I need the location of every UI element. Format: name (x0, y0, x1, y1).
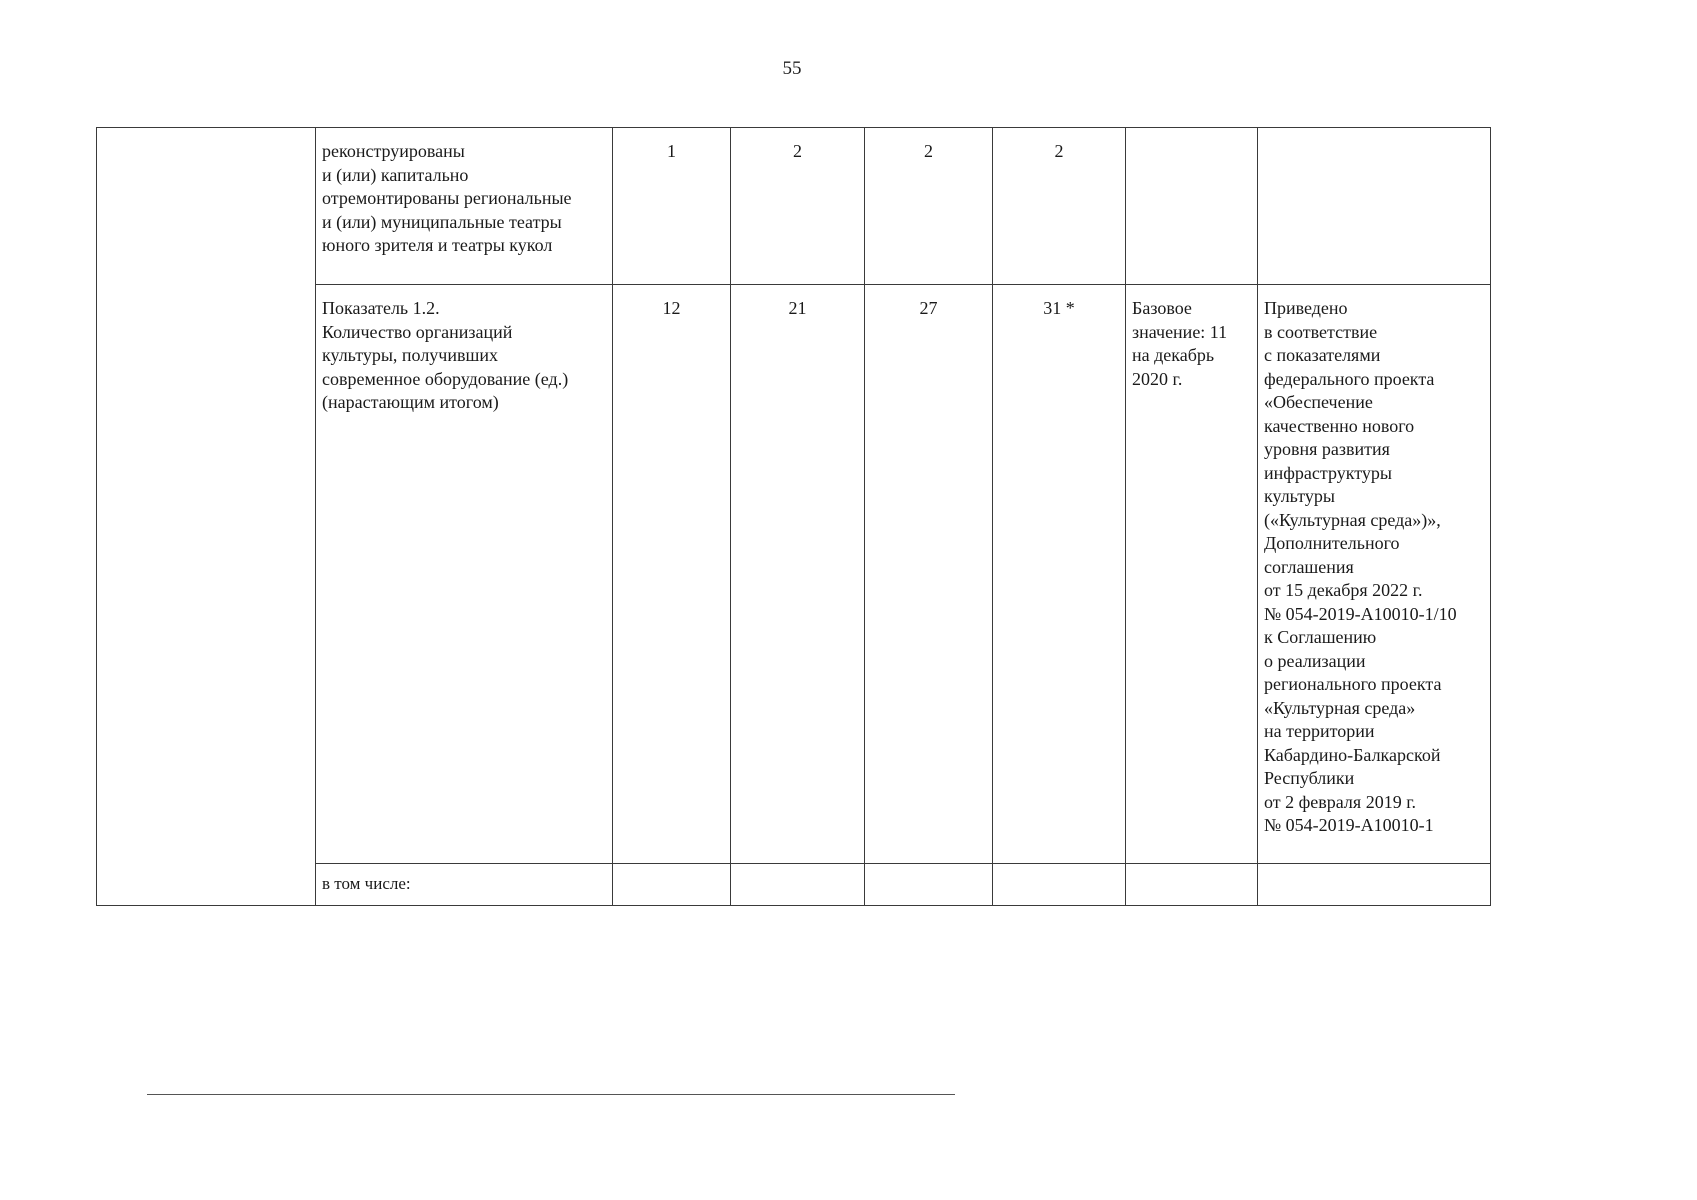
indicator-cell (316, 864, 613, 906)
section-cell (97, 128, 316, 906)
note-text: Приведено в соответствие с показателями федерального проекта «Обеспечение качественно нового уровня развития инфраструктуры культуры («Культурная среда»)», Дополнительного соглашения от 15 декабря 2022 г. № 054-2019-А10010-1/10 к Соглашению о реализации регионального проекта «Культурная среда» на территории Кабардино-Балкарской Республики от 2 февраля 2019 г. № 054-2019-А10010-1 (1264, 298, 1457, 835)
base-value-text (1126, 128, 1257, 140)
page-number: 55 (782, 58, 802, 79)
indicator-text: реконструированы и (или) капитально отремонтированы региональные и (или) муниципальные театры юного зрителя и театры кукол (322, 141, 572, 255)
value-cell (993, 128, 1126, 285)
value-cell (613, 285, 731, 864)
indicator-text: Показатель 1.2. Количество организаций культуры, получивших современное оборудование (ед.) (нарастающим итогом) (322, 298, 569, 412)
footnote-separator (147, 1094, 955, 1095)
value-text (731, 864, 864, 876)
value-cell (613, 864, 731, 906)
value-text: 12 (662, 298, 681, 318)
indicator-cell (316, 285, 613, 864)
note-text (1258, 128, 1490, 140)
value-text: 21 (788, 298, 807, 318)
value-text (865, 864, 992, 876)
note-text (1258, 864, 1490, 876)
value-text (993, 864, 1125, 876)
value-cell (613, 128, 731, 285)
base-value-cell (1126, 128, 1258, 285)
value-text: 31 * (1043, 298, 1075, 318)
note-cell (1258, 285, 1491, 864)
base-value-text (1126, 864, 1257, 876)
value-cell (865, 864, 993, 906)
value-text: 27 (919, 298, 938, 318)
value-text: 2 (924, 141, 933, 161)
table-row (97, 128, 1491, 285)
value-text (613, 864, 730, 876)
base-value-text: Базовое значение: 11 на декабрь 2020 г. (1132, 298, 1228, 389)
note-cell (1258, 864, 1491, 906)
indicator-text: в том числе: (322, 874, 411, 893)
value-cell (993, 285, 1126, 864)
value-text: 2 (793, 141, 802, 161)
value-cell (865, 285, 993, 864)
indicators-table (96, 127, 1491, 906)
value-cell (731, 285, 865, 864)
value-cell (993, 864, 1126, 906)
base-value-cell (1126, 864, 1258, 906)
value-cell (865, 128, 993, 285)
base-value-cell (1126, 285, 1258, 864)
note-cell (1258, 128, 1491, 285)
value-text: 2 (1054, 141, 1064, 161)
value-cell (731, 864, 865, 906)
indicator-cell (316, 128, 613, 285)
value-cell (731, 128, 865, 285)
value-text: 1 (667, 141, 676, 161)
